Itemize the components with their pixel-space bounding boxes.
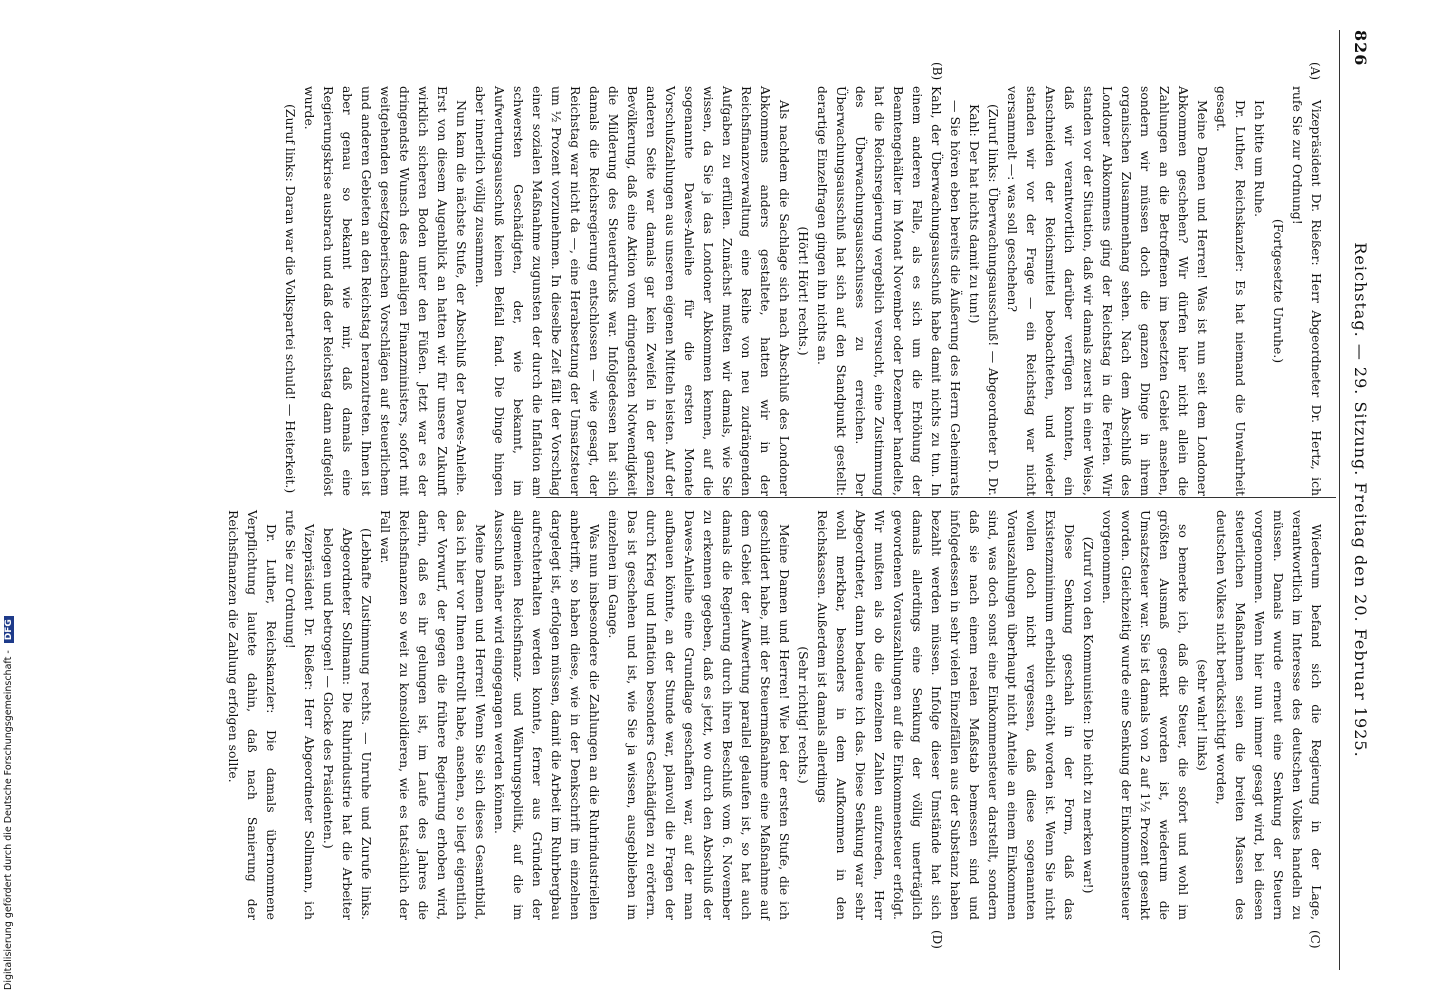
left-column <box>283 86 1326 496</box>
paragraph: Ich bitte um Ruhe. <box>1252 100 1267 218</box>
interjection: (Fortgesetzte Unruhe.) <box>1271 218 1286 364</box>
paragraph: Vizepräsident Dr. Rießer: Herr Abgeordneter Sollmann, ich rufe Sie zur Ordnung! <box>283 510 317 920</box>
margin-mark-b: (B) <box>930 62 944 81</box>
paragraph: Meine Damen und Herren! Was ist nun seit dem Londoner Abkommen geschehen? Wir dürfen hier nicht allein die Zahlungen an die Betroffenen im besetzten Gebiet ansehen, sondern wir müssen doch die ganzen Dinge in ihrem organischen Zusammenhang sehen. Nach dem Abschluß des Londoner Abkommens ging der Reichstag in die Ferien. Wir standen vor der Situation, daß wir damals zuerst in einer Weise, daß wir verantwortlich darüber verfügen konnten, ein Anschneiden der Reichsmittel beobachteten, und wieder standen wir vor der Frage — ein Reichstag war nicht versammelt —: was soll geschehen? <box>1005 86 1210 496</box>
paragraph: Was nun insbesondere die Zahlungen an die Ruhrindustriellen anbetrifft, so haben diese, wie in der Denkschrift im einzelnen dargelegt ist, erfolgen müssen, damit die Arbeit im Ruhrbergbau aufrechterhalten werden konnte, ferner aus Gründen der allgemeinen Reichsfinanz- und Währungspolitik, auf die im Ausschuß näher wird eingegangen werden können. <box>492 510 602 920</box>
page-header <box>1339 30 1370 970</box>
column-divider <box>536 497 1336 498</box>
interjection: (sehr wahr! links) <box>1195 659 1210 771</box>
right-column <box>226 510 1326 920</box>
paragraph: Nun kam die nächste Stufe, der Abschluß der Dawes-Anleihe. Erst von diesem Augenblick an hatten wir für unsere Zukunft wirklich sicheren Boden unter den Füßen. Jetzt war es der dringendste Wunsch des damaligen Finanzministers, sofort mit weitgehenden gesetzgeberischen Vorschlägen auf steuerlichem und anderen Gebieten an den Reichstag heranzutreten. Ihnen ist aber genau so bekannt wie mir, daß damals eine Regierungskrise ausbrach und daß der Reichstag dann aufgelöst wurde. <box>302 86 469 496</box>
paragraph: — Sie hören eben bereits die Äußerung des Herrn Geheimrats Kahl, der Überwachungsausschuß habe damit nichts zu tun. In einem anderen Falle, als es sich um die Erhöhung der Beamtengehälter im Monat November oder Dezember handelte, hat die Reichsregierung vergeblich versucht, eine Zustimmung des Überwachungsausschusses zu erreichen. Der Überwachungsausschuß hat sich auf den Standpunkt gestellt: derartige Einzelfragen gingen ihn nichts an. <box>815 86 963 496</box>
paragraph: Vizepräsident Dr. Rießer: Herr Abgeordneter Dr. Hertz, ich rufe Sie zur Ordnung! <box>1290 86 1324 496</box>
margin-mark-d: (D) <box>930 930 944 949</box>
interjection: (Zuruf von den Kommunisten: Die nicht zu merken war!) <box>1081 536 1096 894</box>
speech-paragraph: Dr. Luther, Reichskanzler: Die damals übernommene Verpflichtung lautete dahin, daß nach Sanierung der Reichsfinanzen die Zahlung erfolgen sollte. <box>226 510 279 920</box>
interjection: (Zuruf links: Daran war die Volkspartei schuld! — Heiterkeit.) <box>283 104 298 494</box>
footer-credit <box>0 0 20 1000</box>
paragraph: Meine Damen und Herren! Wenn Sie sich dieses Gesamtbild, das ich hier vor Ihnen entrollt habe, ansehen, so liegt eigentlich der Vorwurf, der gegen die frühere Regierung erhoben wird, darin, daß es ihr gelungen ist, im Laufe des Jahres die Reichsfinanzen so weit zu konsolidieren, wie es tatsächlich der Fall war. <box>378 510 488 920</box>
speech-paragraph: Dr. Luther, Reichskanzler: Es hat niemand die Unwahrheit gesagt. <box>1214 86 1248 496</box>
dfg-logo: DFG <box>4 616 14 643</box>
interjection: (Zuruf links: Überwachungsausschuß! — Abgeordneter D. Dr. Kahl: Der hat nichts damit zu tun!) <box>967 104 1001 496</box>
paragraph: so bemerke ich, daß die Steuer, die sofort und wohl im größten Ausmaß gesenkt worden ist, wiederum die Umsatzsteuer war. Sie ist damals von 2 auf 1½ Prozent gesenkt worden. Gleichzeitig wurde eine Senkung der Einkommensteuer vorgenommen. <box>1100 510 1191 920</box>
header-title: Reichstag. — 29. Sitzung. Freitag den 20. Februar 1925. <box>1351 242 1370 758</box>
paragraph: Wiederum befand sich die Regierung in der Lage, verantwortlich im Interesse des deutschen Volkes handeln zu müssen. Damals wurde erneut eine Senkung der Steuern vorgenommen. Wenn hier nun immer gesagt wird, bei diesen steuerlichen Maßnahmen seien die breiten Massen des deutschen Volkes nicht berücksichtigt worden, <box>1214 510 1324 920</box>
margin-mark-a: (A) <box>1308 62 1322 81</box>
paragraph: Diese Senkung geschah in der Form, daß das Existenzminimum erheblich erhöht worden ist. Wenn Sie nicht wollen doch nicht vergessen, daß diese sogenannten Vorauszahlungen überhaupt nicht Anteile an einem Einkommen sind, was doch sonst eine Einkommensteuer darstellt, sondern daß sie nach einem realen Maßstab bemessen sind und infolgedessen in sehr vielen Einzelfällen aus der Substanz haben bezahlt werden müssen. Infolge dieser Umstände hat sich damals allerdings eine Senkung der völlig unerträglich gewordenen Vorauszahlungen auf die Einkommensteuer erfolgt. Wir mußten als ob die einzelnen Zahlen aufzureden, Herr Abgeordneter, dann bedauere ich das. Diese Senkung war sehr wohl merkbar, besonders in dem Aufkommen in den Reichskassen. Außerdem ist damals allerdings <box>815 510 1077 920</box>
page-number: 826 <box>1351 30 1370 67</box>
paragraph: Meine Damen und Herren! Wie bei der ersten Stufe, die ich geschildert habe, mit der Steuermaßnahme eine Maßnahme auf dem Gebiet der Aufwertung parallel gelaufen ist, so hat auch damals die Regierung durch ihren Beschluß vom 6. November zu erkennen gegeben, daß es jetzt, wo durch den Abschluß der Dawes-Anleihe eine Grundlage geschaffen war, auf der man aufbauen könnte, an der Stunde war, planvoll die Fragen der durch Krieg und Inflation besonders Geschädigten zu erörtern. Das ist geschehen und ist, wie Sie ja wissen, ausgeblieben im einzelnen im Gange. <box>606 510 792 920</box>
interjection: (Sehr richtig! rechts.) <box>796 646 811 784</box>
margin-mark-c: (C) <box>1308 930 1322 949</box>
footer-text: Digitalisierung gefördert durch die Deutsche Forschungsgemeinschaft - <box>3 650 14 990</box>
paragraph: Als nachdem die Sachlage sich nach Abschluß des Londoner Abkommens anders gestaltete, hatten wir in der Reichsfinanzverwaltung eine Reihe von neu zudrängenden Aufgaben zu erfüllen. Zunächst mußten wir damals, wie Sie wissen, da Sie ja das Londoner Abkommen kennen, auf die sogenannte Dawes-Anleihe für die ersten Monate Vorschußzahlungen aus unseren eigenen Mitteln leisten. Auf der anderen Seite war damals gar kein Zweifel in der ganzen Bevölkerung, daß eine Aktion vom dringendsten Notwendigkeit die Milderung des Steuerdrucks war. Infolgedessen hat sich damals die Reichsregierung entschlossen — wie gesagt, der Reichstag war nicht da —, eine Herabsetzung der Umsatzsteuer um ½ Prozent vorzunehmen. In dieselbe Zeit fällt der Vorschlag einer sozialen Maßnahme zugunsten der durch die Inflation am schwersten Geschädigten, der, wie bekannt, im Aufwertungsausschuß keinen Beifall fand. Die Dinge hingen aber innerlich völlig zusammen. <box>473 86 792 496</box>
interjection: (Lebhafte Zustimmung rechts. — Unruhe und Zurufe links. Abgeordneter Sollmann: Die Ruhrindustrie hat die Arbeiter belogen und betrogen! — Glocke des Präsidenten.) <box>321 528 374 920</box>
interjection: (Hört! Hört! rechts.) <box>796 226 811 356</box>
